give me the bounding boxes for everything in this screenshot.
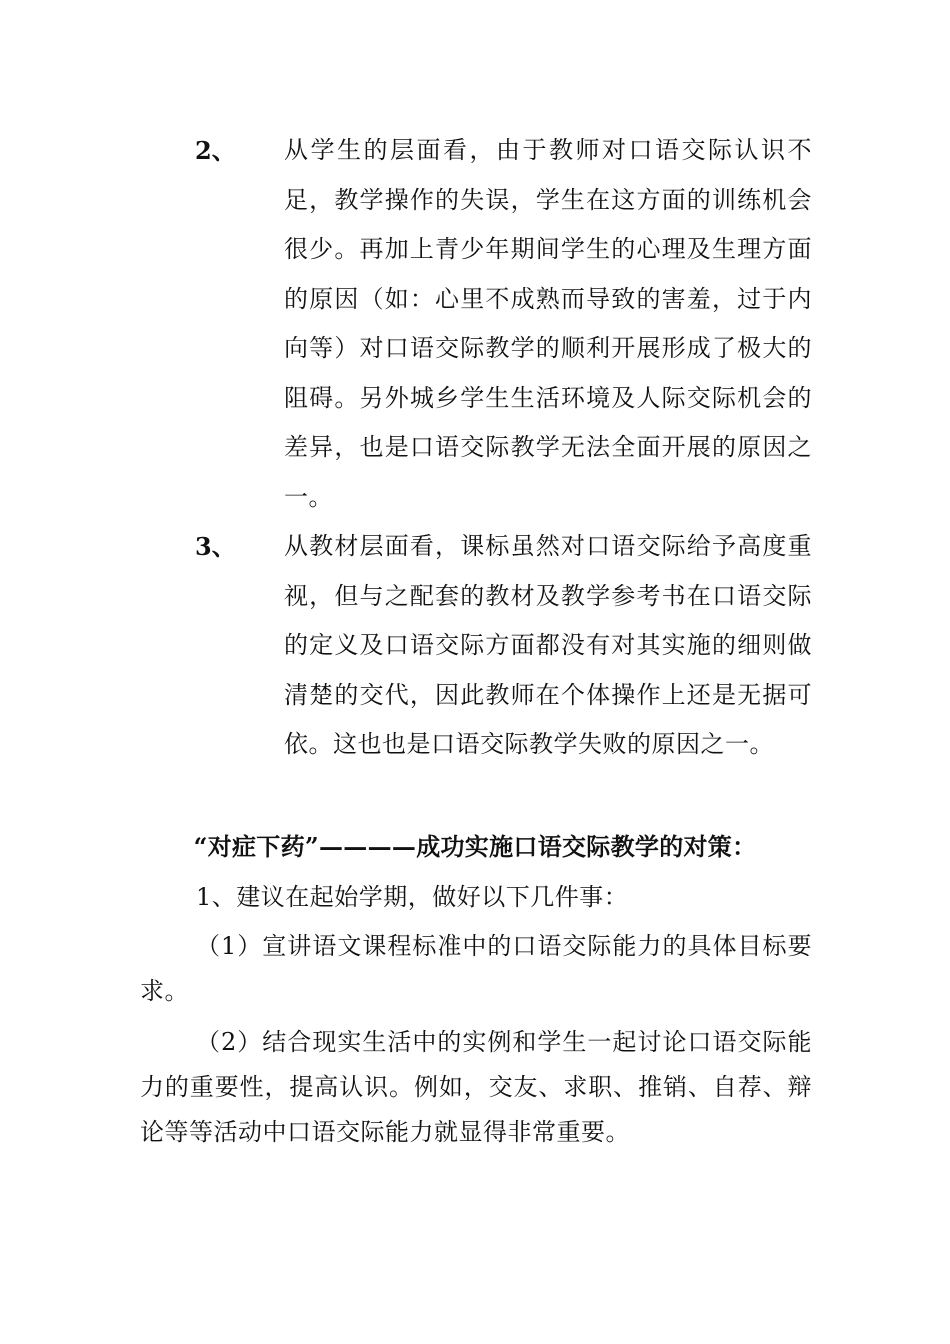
paragraph-item-1: （1）宣讲语文课程标准中的口语交际能力的具体目标要求。	[140, 932, 812, 1005]
item-text: 从教材层面看，课标虽然对口语交际给予高度重视，但与之配套的教材及教学参考书在口语交际的定义及口语交际方面都没有对其实施的细则做清楚的交代，因此教师在个体操作上还是无据可依。这也也是口语交际教学失败的原因之一。	[284, 532, 812, 758]
paragraph-suggestion: 1、建议在起始学期，做好以下几件事：	[196, 883, 629, 911]
item-text: 从学生的层面看，由于教师对口语交际认识不足，教学操作的失误，学生在这方面的训练机会很少。再加上青少年期间学生的心理及生理方面的原因（如：心里不成熟而导致的害羞，过于内向等）对口语交际教学的顺利开展形成了极大的阻碍。另外城乡学生生活环境及人际交际机会的差异，也是口语交际教学无法全面开展的原因之一。	[284, 136, 812, 511]
item-number: 2、	[195, 136, 236, 165]
section-heading: “对症下药”————成功实施口语交际教学的对策：	[193, 832, 757, 861]
paragraph-item-2: （2）结合现实生活中的实例和学生一起讨论口语交际能力的重要性，提高认识。例如，交友、求职、推销、自荐、辩论等等活动中口语交际能力就显得非常重要。	[140, 1028, 812, 1146]
item-number: 3、	[195, 532, 236, 561]
